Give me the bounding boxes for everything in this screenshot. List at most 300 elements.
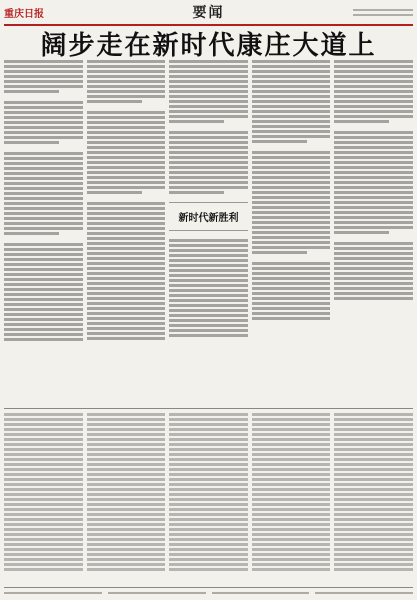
text-line (252, 297, 331, 300)
text-line (87, 513, 166, 516)
text-line (169, 264, 248, 267)
text-line (4, 60, 83, 63)
text-line (87, 146, 166, 149)
text-line (334, 131, 413, 134)
text-line (334, 553, 413, 556)
text-line (252, 267, 331, 270)
text-line (334, 166, 413, 169)
text-line (169, 418, 248, 421)
text-line (4, 222, 83, 225)
text-line (87, 207, 166, 210)
text-line (252, 246, 331, 249)
text-line (4, 278, 83, 281)
text-line (252, 553, 331, 556)
text-line (87, 141, 166, 144)
text-line (334, 211, 413, 214)
text-line (4, 101, 83, 104)
text-line (252, 151, 331, 154)
text-line (252, 161, 331, 164)
text-line (252, 433, 331, 436)
text-line (87, 503, 166, 506)
text-line (4, 538, 83, 541)
text-line (4, 152, 83, 155)
article-columns (4, 60, 413, 341)
text-line (4, 177, 83, 180)
text-line (252, 85, 331, 88)
edition-info-line (353, 14, 413, 16)
text-line (252, 272, 331, 275)
lower-col-5 (334, 413, 413, 584)
text-line (334, 558, 413, 561)
text-line (252, 493, 331, 496)
text-line (169, 279, 248, 282)
text-line (169, 239, 248, 242)
text-line (4, 468, 83, 471)
text-line (4, 463, 83, 466)
text-line (252, 196, 331, 199)
text-line (334, 201, 413, 204)
edition-info (343, 9, 413, 16)
headline: 阔步走在新时代康庄大道上 (40, 30, 377, 61)
text-line (169, 453, 248, 456)
text-line (87, 558, 166, 561)
text-line (87, 568, 166, 571)
text-line (4, 428, 83, 431)
text-line (334, 120, 389, 123)
text-line (4, 488, 83, 491)
text-line (334, 543, 413, 546)
text-line (4, 413, 83, 416)
text-line (87, 232, 166, 235)
text-line (252, 110, 331, 113)
text-line (252, 100, 331, 103)
text-line (334, 231, 389, 234)
text-line (4, 136, 83, 139)
text-line (4, 243, 83, 246)
text-line (87, 322, 166, 325)
text-line (169, 254, 248, 257)
text-line (252, 538, 331, 541)
text-line (87, 533, 166, 536)
text-line (252, 186, 331, 189)
text-line (87, 548, 166, 551)
text-line (334, 523, 413, 526)
text-line (87, 60, 166, 63)
text-line (252, 156, 331, 159)
text-line (4, 268, 83, 271)
text-line (334, 538, 413, 541)
text-line (169, 498, 248, 501)
text-line (4, 85, 83, 88)
text-line (252, 60, 331, 63)
text-line (87, 423, 166, 426)
text-line (252, 418, 331, 421)
text-line (87, 463, 166, 466)
text-line (4, 80, 83, 83)
text-line (169, 191, 224, 194)
text-line (87, 282, 166, 285)
text-line (87, 131, 166, 134)
lower-col-4 (252, 413, 331, 584)
text-line (87, 453, 166, 456)
text-line (334, 262, 413, 265)
text-line (334, 528, 413, 531)
lower-col-3 (169, 413, 248, 584)
text-line (87, 292, 166, 295)
text-line (334, 433, 413, 436)
text-line (169, 314, 248, 317)
text-line (87, 252, 166, 255)
text-line (87, 126, 166, 129)
text-line (87, 95, 166, 98)
text-line (169, 528, 248, 531)
text-line (169, 259, 248, 262)
text-line (87, 237, 166, 240)
text-line (169, 70, 248, 73)
text-line (334, 563, 413, 566)
text-line (252, 458, 331, 461)
text-line (4, 438, 83, 441)
text-line (87, 100, 142, 103)
text-line (252, 176, 331, 179)
text-line (4, 232, 59, 235)
text-line (4, 558, 83, 561)
text-line (87, 483, 166, 486)
text-line (87, 332, 166, 335)
text-line (4, 323, 83, 326)
text-line (252, 523, 331, 526)
text-line (87, 136, 166, 139)
text-line (169, 120, 224, 123)
text-line (252, 277, 331, 280)
text-line (87, 121, 166, 124)
article-col-2 (87, 60, 166, 341)
article-col-4 (252, 60, 331, 341)
text-line (169, 563, 248, 566)
text-line (334, 297, 413, 300)
text-line (334, 272, 413, 275)
footer-line (4, 592, 102, 594)
text-line (169, 458, 248, 461)
text-line (169, 513, 248, 516)
text-line (169, 269, 248, 272)
text-line (4, 308, 83, 311)
text-line (334, 478, 413, 481)
text-line (334, 508, 413, 511)
text-line (4, 528, 83, 531)
text-line (87, 217, 166, 220)
text-line (87, 538, 166, 541)
text-line (252, 130, 331, 133)
text-line (334, 252, 413, 255)
text-line (87, 242, 166, 245)
text-line (169, 324, 248, 327)
text-line (252, 105, 331, 108)
text-line (87, 443, 166, 446)
text-line (169, 166, 248, 169)
subhead-box (169, 202, 248, 231)
text-line (87, 478, 166, 481)
text-line (169, 100, 248, 103)
text-line (4, 508, 83, 511)
text-line (87, 176, 166, 179)
text-line (169, 543, 248, 546)
text-line (4, 313, 83, 316)
text-line (87, 523, 166, 526)
text-line (4, 448, 83, 451)
text-line (169, 468, 248, 471)
text-line (252, 75, 331, 78)
text-line (169, 309, 248, 312)
text-line (169, 448, 248, 451)
text-line (4, 227, 83, 230)
text-line (169, 249, 248, 252)
text-line (169, 319, 248, 322)
text-line (169, 493, 248, 496)
text-line (334, 146, 413, 149)
text-line (169, 413, 248, 416)
text-line (169, 85, 248, 88)
text-line (87, 212, 166, 215)
text-line (252, 543, 331, 546)
text-line (4, 283, 83, 286)
text-line (87, 307, 166, 310)
text-line (87, 116, 166, 119)
text-line (4, 453, 83, 456)
text-line (169, 304, 248, 307)
text-line (169, 299, 248, 302)
text-line (334, 161, 413, 164)
text-line (4, 458, 83, 461)
text-line (252, 528, 331, 531)
text-line (4, 90, 59, 93)
text-line (334, 282, 413, 285)
text-line (87, 302, 166, 305)
text-line (334, 196, 413, 199)
text-line (334, 438, 413, 441)
text-line (334, 247, 413, 250)
text-line (334, 513, 413, 516)
text-line (4, 493, 83, 496)
text-line (252, 135, 331, 138)
text-line (4, 303, 83, 306)
text-line (87, 227, 166, 230)
text-line (87, 438, 166, 441)
text-line (87, 222, 166, 225)
text-line (87, 257, 166, 260)
text-line (334, 85, 413, 88)
text-line (4, 207, 83, 210)
text-line (334, 156, 413, 159)
text-line (252, 508, 331, 511)
text-line (252, 166, 331, 169)
text-line (4, 473, 83, 476)
text-line (87, 337, 166, 340)
text-line (87, 528, 166, 531)
text-line (252, 140, 307, 143)
lower-article (4, 408, 413, 584)
text-line (252, 120, 331, 123)
text-line (87, 418, 166, 421)
article-col-1 (4, 60, 83, 341)
text-line (334, 171, 413, 174)
text-line (334, 115, 413, 118)
text-line (87, 111, 166, 114)
text-line (252, 453, 331, 456)
text-line (4, 483, 83, 486)
text-line (252, 201, 331, 204)
text-line (252, 241, 331, 244)
text-line (334, 105, 413, 108)
text-line (334, 141, 413, 144)
text-line (4, 553, 83, 556)
text-line (4, 258, 83, 261)
text-line (87, 508, 166, 511)
text-line (334, 287, 413, 290)
lower-col-1 (4, 413, 83, 584)
text-line (87, 327, 166, 330)
text-line (4, 443, 83, 446)
text-line (4, 503, 83, 506)
text-line (87, 543, 166, 546)
text-line (4, 248, 83, 251)
text-line (334, 503, 413, 506)
text-line (334, 277, 413, 280)
text-line (169, 186, 248, 189)
text-line (4, 75, 83, 78)
text-line (169, 60, 248, 63)
footer-line (315, 592, 413, 594)
text-line (4, 111, 83, 114)
newspaper-logo: 重庆日报 (4, 8, 44, 20)
text-line (169, 503, 248, 506)
text-line (169, 533, 248, 536)
text-line (252, 287, 331, 290)
text-line (334, 413, 413, 416)
text-line (334, 181, 413, 184)
text-line (252, 216, 331, 219)
text-line (87, 181, 166, 184)
text-line (334, 95, 413, 98)
text-line (334, 75, 413, 78)
text-line (4, 498, 83, 501)
text-line (252, 90, 331, 93)
text-line (334, 186, 413, 189)
text-line (169, 438, 248, 441)
text-line (87, 448, 166, 451)
text-line (169, 131, 248, 134)
text-line (252, 191, 331, 194)
text-line (334, 498, 413, 501)
text-line (4, 478, 83, 481)
text-line (252, 443, 331, 446)
text-line (334, 151, 413, 154)
text-line (4, 141, 59, 144)
text-line (169, 80, 248, 83)
text-line (334, 423, 413, 426)
text-line (4, 418, 83, 421)
text-line (87, 272, 166, 275)
text-line (334, 206, 413, 209)
text-line (4, 70, 83, 73)
text-line (169, 548, 248, 551)
text-line (4, 212, 83, 215)
text-line (252, 317, 331, 320)
text-line (4, 338, 83, 341)
text-line (169, 478, 248, 481)
text-line (87, 171, 166, 174)
text-line (334, 191, 413, 194)
text-line (334, 65, 413, 68)
text-line (4, 167, 83, 170)
text-line (87, 488, 166, 491)
text-line (252, 563, 331, 566)
text-line (169, 508, 248, 511)
text-line (169, 329, 248, 332)
text-line (334, 136, 413, 139)
text-line (4, 543, 83, 546)
text-line (87, 151, 166, 154)
text-line (169, 274, 248, 277)
text-line (169, 428, 248, 431)
text-line (334, 110, 413, 113)
text-line (252, 568, 331, 571)
text-line (252, 438, 331, 441)
text-line (169, 294, 248, 297)
text-line (169, 176, 248, 179)
text-line (334, 80, 413, 83)
subhead: 新时代新胜利 (178, 213, 239, 224)
text-line (252, 221, 331, 224)
text-line (334, 443, 413, 446)
text-line (252, 533, 331, 536)
text-line (252, 423, 331, 426)
text-line (87, 70, 166, 73)
text-line (87, 202, 166, 205)
text-line (4, 273, 83, 276)
text-line (4, 182, 83, 185)
text-line (252, 498, 331, 501)
text-line (334, 518, 413, 521)
text-line (334, 463, 413, 466)
text-line (87, 518, 166, 521)
text-line (252, 70, 331, 73)
text-line (334, 267, 413, 270)
text-line (252, 231, 331, 234)
text-line (169, 568, 248, 571)
text-line (87, 317, 166, 320)
text-line (334, 548, 413, 551)
text-line (252, 95, 331, 98)
text-line (334, 226, 413, 229)
text-line (334, 428, 413, 431)
text-line (334, 292, 413, 295)
text-line (87, 90, 166, 93)
text-line (252, 80, 331, 83)
headline-area (4, 26, 413, 60)
text-line (169, 136, 248, 139)
text-line (252, 513, 331, 516)
text-line (4, 116, 83, 119)
text-line (334, 533, 413, 536)
text-line (169, 443, 248, 446)
text-line (4, 263, 83, 266)
text-line (87, 75, 166, 78)
text-line (169, 473, 248, 476)
text-line (169, 115, 248, 118)
article-col-3 (169, 60, 248, 341)
article-col-5 (334, 60, 413, 341)
